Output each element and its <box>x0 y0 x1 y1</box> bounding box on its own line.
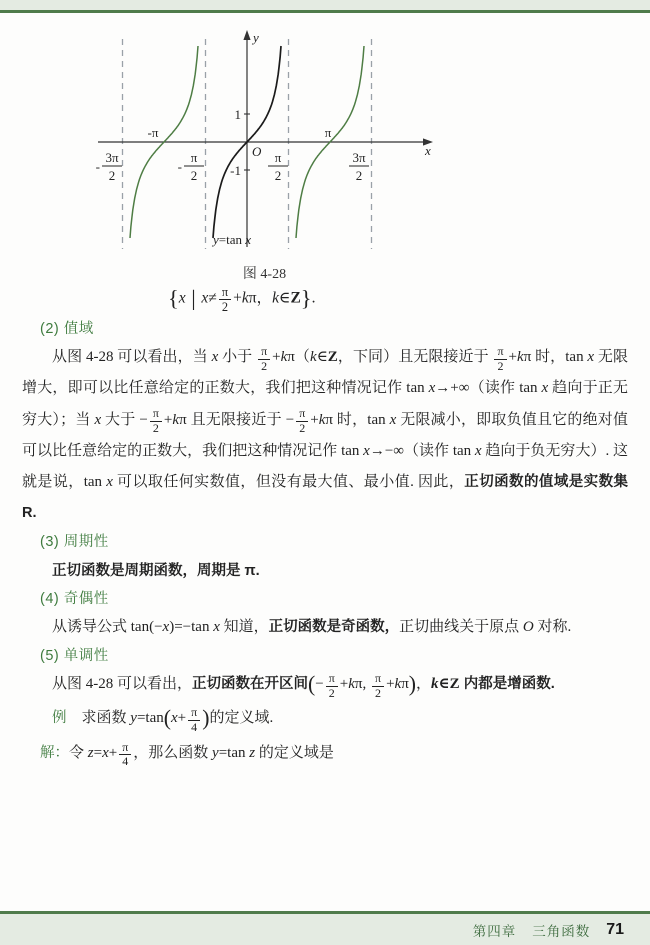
fraction: $\frac{\pi}{2}$ <box>324 672 340 701</box>
para-parity: 从诱导公式 tan(−x)=−tan x 知道，正切函数是奇函数，正切曲线关于原点 O 对称. <box>52 619 572 636</box>
figure-tangent <box>92 27 437 259</box>
content-blocks <box>0 285 650 769</box>
y-axis-arrow-icon <box>243 30 250 40</box>
function-label: y=tan x <box>212 232 252 247</box>
footer-chapter-label: 第四章 <box>472 923 517 939</box>
footer-chapter-title: 三角函数 <box>532 923 591 939</box>
solution-line: 解：令 z=x+ $\frac{\pi}{4}$ ，那么函数 y=tan z 的定义域是 <box>40 739 334 769</box>
tick-label-one: 1 <box>234 107 241 122</box>
svg-text:π: π <box>274 150 282 165</box>
fraction: $\frac{\pi}{2}$ <box>294 407 310 436</box>
svg-text:3π: 3π <box>352 150 366 165</box>
top-decorative-strip <box>0 0 650 13</box>
tick-label-minus-one: -1 <box>230 163 241 178</box>
para-range: 从图 4-28 可以看出，当 x 小于 $\frac{\pi}{2}$ +kπ（k∈Z，下同）且无限接近于 $\frac{\pi}{2}$ +kπ 时，tan x 无限增大，即可以比任意给定的正数大，我们把这种情况记作 tan x→+∞（读作 tan x 趋向于正无穷大）；当 x 大于 − $\frac{\pi}{2}$ +kπ 且无限接近于 − $\frac{\pi}{2}$ +kπ 时，tan x 无限减小，即取负值且它的绝对值可以比任意给定的正数大，我们把这种情况记作 tan x→−∞（读作 tan x 趋向于负无穷大）. 这就是说，tan x 可以取任何实数值，但没有最大值、最小值. 因此，正切函数的值域是实数集 R. <box>22 343 629 522</box>
fraction: $\frac{\pi}{4}$ <box>186 706 202 735</box>
svg-text:3π: 3π <box>105 150 119 165</box>
section-heading-range: (2) 值域 <box>40 320 94 337</box>
fraction: $\frac{\pi}{2}$ <box>217 285 233 315</box>
axis-fraction-label <box>268 150 288 183</box>
axis-fraction-label <box>96 150 122 183</box>
page-footer <box>0 911 650 945</box>
svg-text:2: 2 <box>108 168 116 183</box>
fraction: $\frac{\pi}{4}$ <box>117 741 133 770</box>
x-axis-label: x <box>425 143 431 158</box>
para-monotonic: 从图 4-28 可以看出，正切函数在开区间(− $\frac{\pi}{2}$ +kπ, $\frac{\pi}{2}$ +kπ)，k∈Z 内都是增函数. <box>52 670 555 700</box>
section-heading-period: (3) 周期性 <box>40 533 109 550</box>
fraction: $\frac{\pi}{2}$ <box>370 672 386 701</box>
section-heading-monotonic: (5) 单调性 <box>40 647 109 664</box>
fraction: $\frac{\pi}{2}$ <box>256 345 272 374</box>
tangent-graph <box>92 27 437 259</box>
tick-label-minus-pi: -π <box>147 125 159 140</box>
svg-text:π: π <box>190 150 198 165</box>
para-period: 正切函数是周期函数，周期是 π. <box>52 562 260 579</box>
svg-text:-: - <box>177 159 182 174</box>
svg-text:2: 2 <box>190 168 198 183</box>
origin-label: O <box>252 144 262 159</box>
y-axis-label: y <box>253 30 259 45</box>
set-formula: {x | x≠ $\frac{\pi}{2}$ +kπ，k∈Z}. <box>168 285 316 315</box>
figure-caption: 图 4-28 <box>242 267 287 282</box>
tick-label-pi: π <box>324 125 332 140</box>
svg-text:2: 2 <box>274 168 282 183</box>
example-line: 例 求函数 y=tan(x+ $\frac{\pi}{4}$ )的定义域. <box>52 705 274 735</box>
svg-text:2: 2 <box>355 168 363 183</box>
fraction: $\frac{\pi}{2}$ <box>148 407 164 436</box>
axis-fraction-label <box>349 150 369 183</box>
footer-page-number: 71 <box>606 920 624 938</box>
axis-fraction-label <box>178 150 204 183</box>
svg-text:-: - <box>95 159 100 174</box>
section-heading-parity: (4) 奇偶性 <box>40 591 109 608</box>
fraction: $\frac{\pi}{2}$ <box>492 345 508 374</box>
